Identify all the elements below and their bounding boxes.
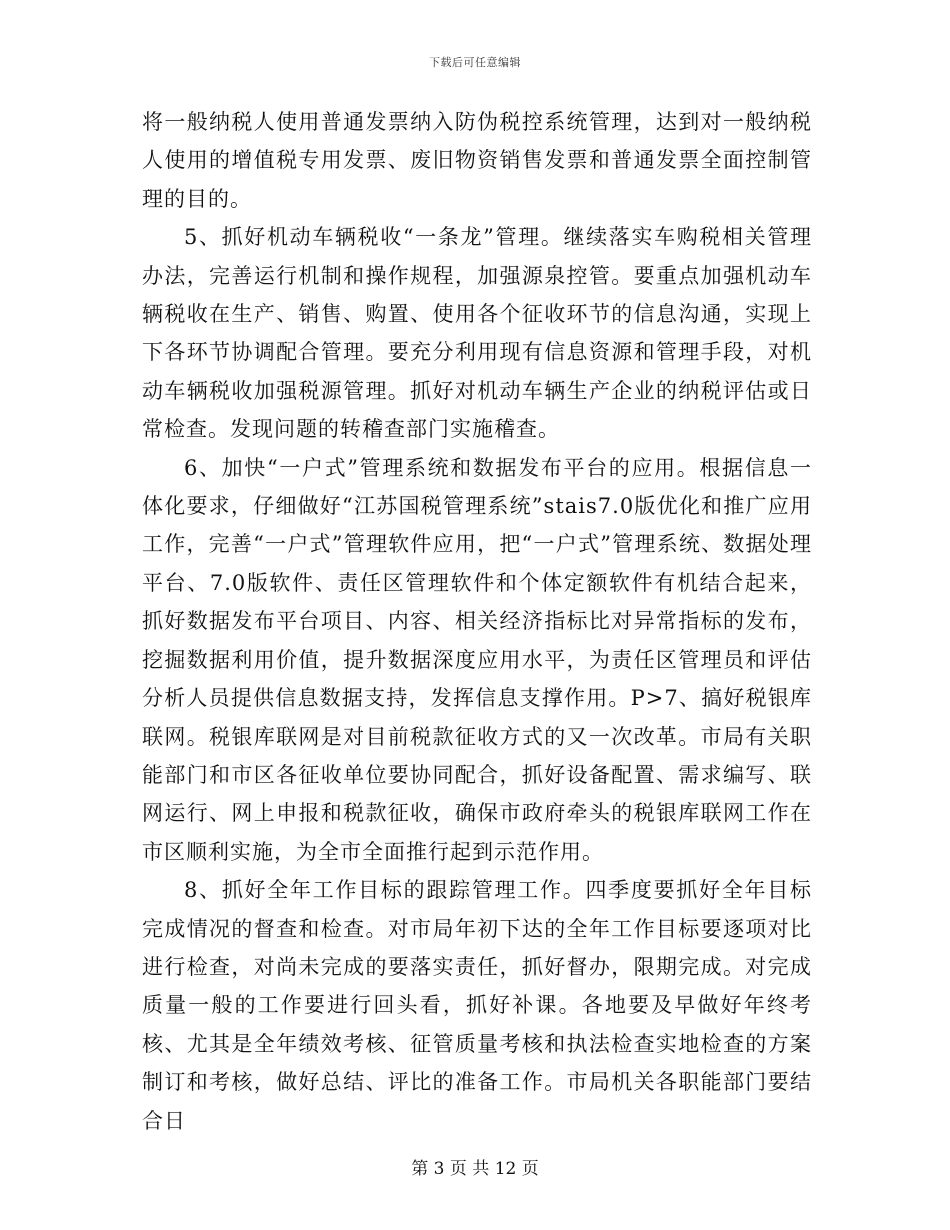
page-number-label: 第 3 页 共 12 页	[411, 1159, 539, 1179]
header-note: 下载后可任意编辑	[429, 56, 521, 69]
paragraph-item-8: 8、抓好全年工作目标的跟踪管理工作。四季度要抓好全年目标完成情况的督查和检查。对市局年初下达的全年工作目标要逐项对比进行检查，对尚未完成的要落实责任，抓好督办，限期完成。对完成质量一般的工作要进行回头看，抓好补课。各地要及早做好年终考核、尤其是全年绩效考核、征管质量考核和执法检查实地检查的方案制订和考核，做好总结、评比的准备工作。市局机关各职能部门要结合日	[142, 878, 812, 1133]
paragraph-item-6: 6、加快“一户式”管理系统和数据发布平台的应用。根据信息一体化要求，仔细做好“江苏国税管理系统”stais7.0版优化和推广应用工作，完善“一户式”管理软件应用，把“一户式”管理系统、数据处理平台、7.0版软件、责任区管理软件和个体定额软件有机结合起来，抓好数据发布平台项目、内容、相关经济指标比对异常指标的发布，挖掘数据利用价值，提升数据深度应用水平，为责任区管理员和评估分析人员提供信息数据支持，发挥信息支撑作用。P>7、搞好税银库联网。税银库联网是对目前税款征收方式的又一次改革。市局有关职能部门和市区各征收单位要协同配合，抓好设备配置、需求编写、联网运行、网上申报和税款征收，确保市政府牵头的税银库联网工作在市区顺利实施，为全市全面推行起到示范作用。	[142, 455, 812, 864]
paragraph-continuation: 将一般纳税人使用普通发票纳入防伪税控系统管理，达到对一般纳税人使用的增值税专用发票、废旧物资销售发票和普通发票全面控制管理的目的。	[142, 110, 812, 211]
document-body	[142, 103, 812, 1140]
page-footer	[0, 1154, 950, 1179]
paragraph-item-5: 5、抓好机动车辆税收“一条龙”管理。继续落实车购税相关管理办法，完善运行机制和操作规程，加强源泉控管。要重点加强机动车辆税收在生产、销售、购置、使用各个征收环节的信息沟通，实现上下各环节协调配合管理。要充分利用现有信息资源和管理手段，对机动车辆税收加强税源管理。抓好对机动车辆生产企业的纳税评估或日常检查。发现问题的转稽查部门实施稽查。	[142, 225, 812, 442]
